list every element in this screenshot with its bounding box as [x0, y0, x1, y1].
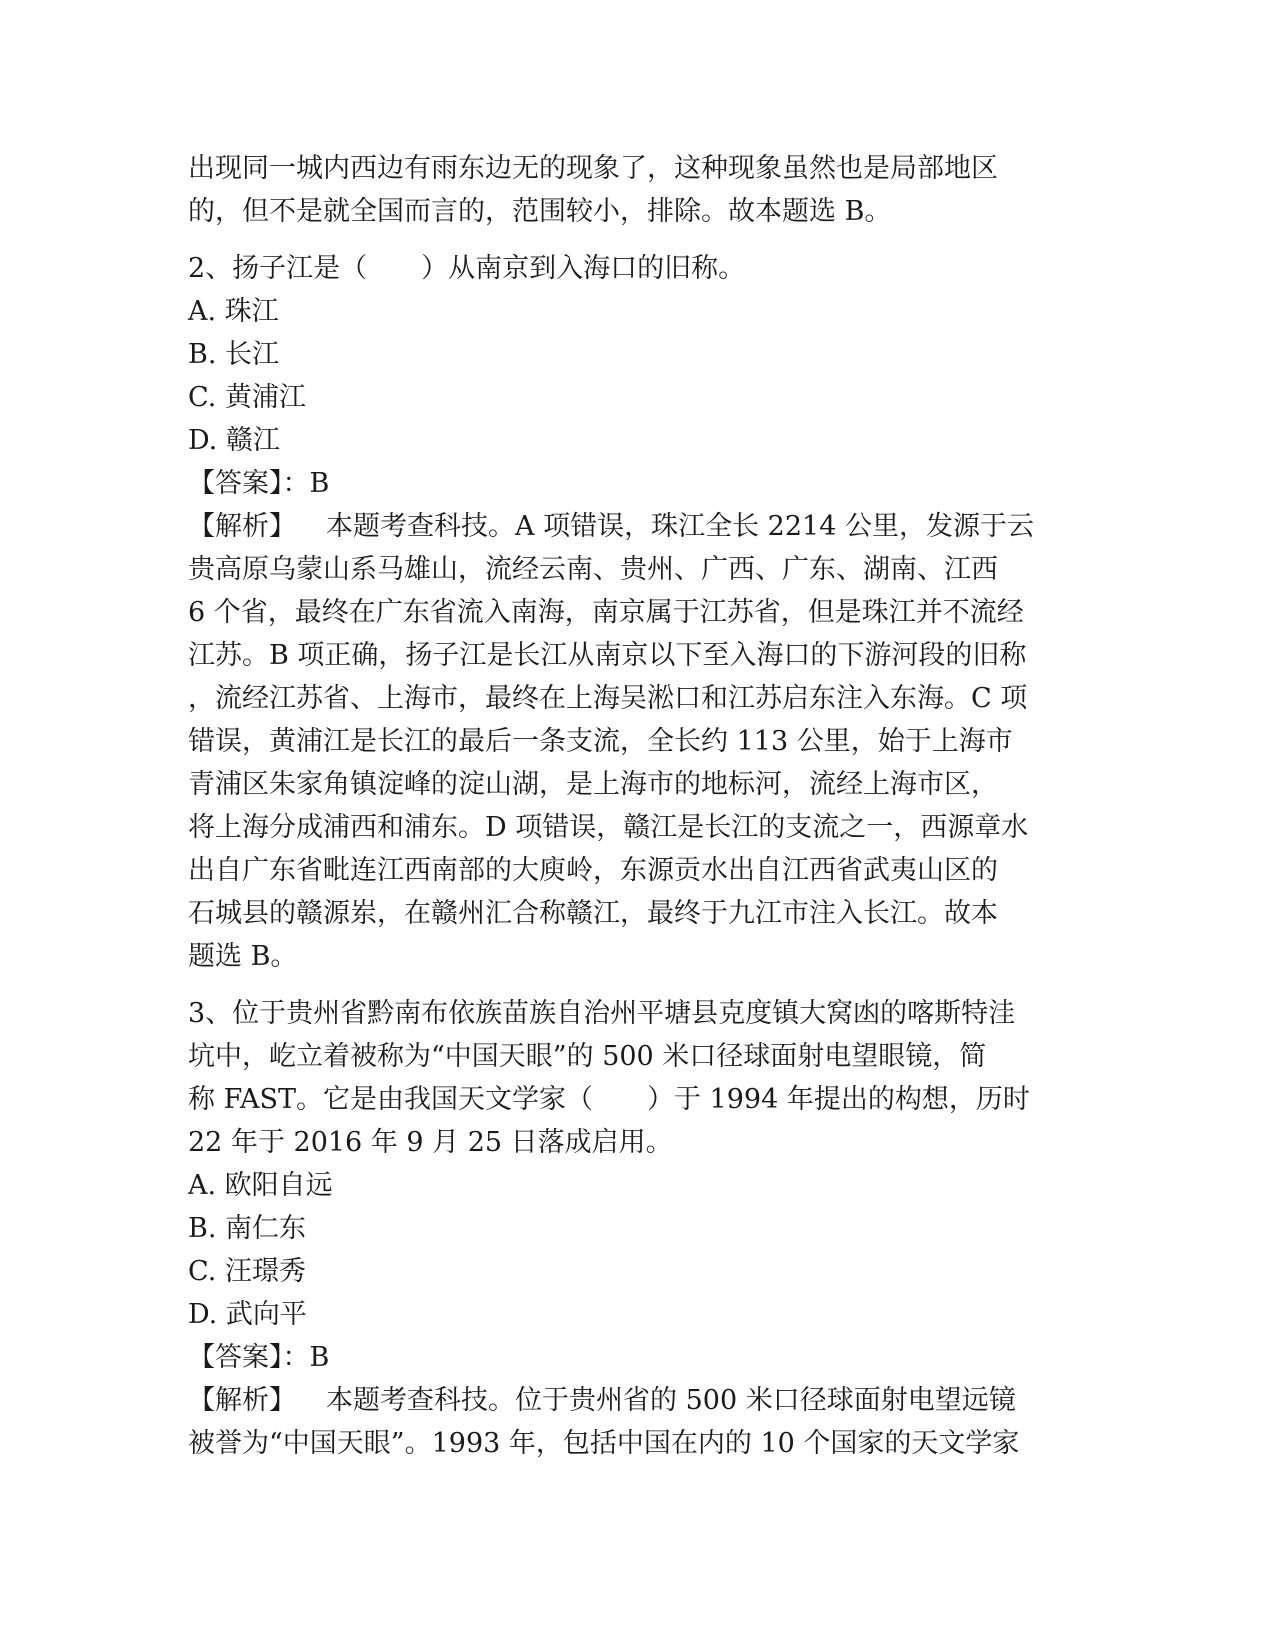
analysis-label: 【解析】 [188, 1385, 296, 1416]
question-3-answer: 【答案】：B [188, 1342, 330, 1373]
question-3-option-c: C. 汪璟秀 [188, 1256, 306, 1287]
question-2-analysis-line: ，流经江苏省、上海市，最终在上海吴淞口和江苏启东注入东海。C 项 [188, 683, 1028, 714]
question-2-option-d: D. 赣江 [188, 425, 280, 456]
question-3-option-d: D. 武向平 [188, 1299, 307, 1330]
continuation-line: 出现同一城内西边有雨东边无的现象了，这种现象虽然也是局部地区 [188, 153, 998, 184]
question-2-analysis-line: 江苏。B 项正确，扬子江是长江从南京以下至入海口的下游河段的旧称 [188, 640, 1027, 671]
question-2-answer: 【答案】：B [188, 468, 330, 499]
question-2-analysis-first-line [188, 505, 1088, 548]
question-3-stem-line: 称 FAST。它是由我国天文学家（ ）于 1994 年提出的构想，历时 [188, 1084, 1030, 1115]
analysis-text: 本题考查科技。A 项错误，珠江全长 2214 公里，发源于云 [326, 511, 1034, 542]
question-2-analysis-line: 出自广东省毗连江西南部的大庾岭，东源贡水出自江西省武夷山区的 [188, 855, 998, 886]
question-2-analysis-line: 贵高原乌蒙山系马雄山，流经云南、贵州、广西、广东、湖南、江西 [188, 554, 998, 585]
analysis-text: 本题考查科技。位于贵州省的 500 米口径球面射电望远镜 [326, 1385, 1016, 1416]
question-3-analysis-first-line [188, 1379, 1088, 1422]
question-3-stem-line: 3、位于贵州省黔南布依族苗族自治州平塘县克度镇大窝凼的喀斯特洼 [188, 998, 1016, 1029]
question-3-stem-line: 坑中，屹立着被称为“中国天眼”的 500 米口径球面射电望眼镜，简 [188, 1041, 987, 1072]
question-2-analysis-line: 青浦区朱家角镇淀峰的淀山湖，是上海市的地标河，流经上海市区， [188, 769, 998, 800]
continuation-line: 的，但不是就全国而言的，范围较小，排除。故本题选 B。 [188, 196, 892, 227]
question-2-stem: 2、扬子江是（ ）从南京到入海口的旧称。 [188, 253, 746, 284]
analysis-label: 【解析】 [188, 511, 296, 542]
question-2-analysis-line: 题选 B。 [188, 941, 298, 972]
question-2-option-a: A. 珠江 [188, 296, 279, 327]
question-3-stem-line: 22 年于 2016 年 9 月 25 日落成启用。 [188, 1127, 673, 1158]
question-3-option-a: A. 欧阳自远 [188, 1170, 333, 1201]
question-2-analysis-line: 石城县的赣源岽，在赣州汇合称赣江，最终于九江市注入长江。故本 [188, 898, 998, 929]
question-2-option-b: B. 长江 [188, 339, 280, 370]
question-3-analysis-line: 被誉为“中国天眼”。1993 年，包括中国在内的 10 个国家的天文学家 [188, 1428, 1020, 1459]
question-2-analysis-line: 6 个省，最终在广东省流入南海，南京属于江苏省，但是珠江并不流经 [188, 597, 1024, 628]
page-content [188, 147, 1088, 1465]
question-2-option-c: C. 黄浦江 [188, 382, 306, 413]
question-2-analysis-line: 错误，黄浦江是长江的最后一条支流，全长约 113 公里，始于上海市 [188, 726, 1013, 757]
question-2-analysis-line: 将上海分成浦西和浦东。D 项错误，赣江是长江的支流之一，西源章水 [188, 812, 1029, 843]
question-3-option-b: B. 南仁东 [188, 1213, 307, 1244]
